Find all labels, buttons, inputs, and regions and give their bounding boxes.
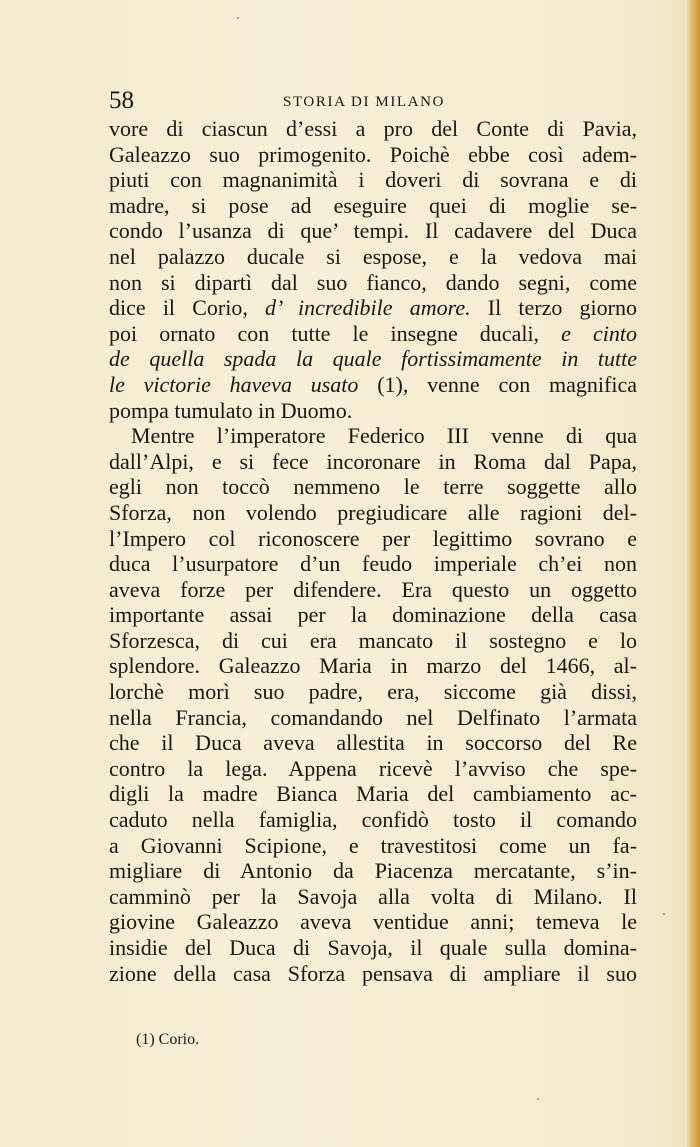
text-line: contro la lega. Appena ricevè l’avviso che spe- [109, 755, 637, 781]
text-line: aveva forze per difendere. Era questo un oggetto [109, 576, 637, 602]
text-line: dall’Alpi, e si fece incoronare in Roma dal Papa, [109, 448, 637, 474]
roman-run: Il terzo giorno [470, 295, 637, 321]
page-header [109, 88, 637, 114]
italic-run: e cinto [561, 320, 637, 346]
text-line: nella Francia, comandando nel Delfinato l’armata [109, 704, 637, 730]
text-line: Sforza, non volendo pregiudicare alle ragioni del- [109, 499, 637, 525]
roman-run: (1), venne con magnifica [358, 371, 637, 397]
roman-run: poi ornato con tutte le insegne ducali, [109, 320, 562, 346]
text-line: madre, si pose ad eseguire quei di moglie se- [109, 192, 637, 218]
italic-run: le victorie haveva usato [109, 371, 359, 397]
text-line-italic [109, 346, 637, 372]
text-line: che il Duca aveva allestita in soccorso del Re [109, 730, 637, 756]
text-line: insidie del Duca di Savoja, il quale sulla domina- [109, 935, 637, 960]
text-line: piuti con magnanimità i doveri di sovrana e di [109, 167, 637, 193]
text-line: nel palazzo ducale si espose, e la vedova mai [109, 243, 637, 269]
page-edge-shadow [686, 0, 700, 1147]
italic-run: d’ incredibile amore. [265, 295, 471, 321]
text-line: importante assai per la dominazione della casa [109, 602, 637, 628]
text-line: non si dipartì dal suo fianco, dando segni, come [109, 269, 637, 295]
text-line: Galeazzo suo primogenito. Poichè ebbe così adem- [109, 141, 637, 167]
text-line-with-italic [109, 321, 637, 347]
text-line: Sforzesca, di cui era mancato il sostegno e lo [109, 627, 637, 653]
text-line-with-italic [109, 372, 637, 398]
text-line: giovine Galeazzo aveva ventidue anni; temeva le [109, 909, 637, 935]
text-line: condo l’usanza di que’ tempi. Il cadavere del Duca [109, 218, 637, 244]
text-line: a Giovanni Scipione, e travestitosi come un fa- [109, 832, 637, 858]
text-line: duca l’usurpatore d’un feudo imperiale ch’ei non [109, 551, 637, 577]
text-line: vore di ciascun d’essi a pro del Conte di Pavia, [109, 116, 637, 141]
paragraph-first-line: Mentre l’imperatore Federico III venne di qua [131, 423, 637, 449]
body-text [109, 116, 637, 986]
paper-speck [537, 1098, 539, 1100]
text-line: camminò per la Savoja alla volta di Milano. Il [109, 883, 637, 909]
text-line: egli non toccò nemmeno le terre soggette allo [109, 474, 637, 500]
paper-speck [663, 913, 665, 915]
text-line-with-italic [109, 295, 637, 321]
text-line: caduto nella famiglia, confidò tosto il comando [109, 807, 637, 833]
text-line: splendore. Galeazzo Maria in marzo del 1466, al- [109, 653, 637, 679]
paper-speck [237, 17, 239, 19]
text-line: migliare di Antonio da Piacenza mercatante, s’in- [109, 858, 637, 884]
text-line: l’Impero col riconoscere per legittimo sovrano e [109, 525, 637, 551]
roman-run: dice il Corio, [109, 295, 265, 321]
text-line: lorchè morì suo padre, era, siccome già dissi, [109, 679, 637, 705]
page-number: 58 [109, 87, 134, 114]
footnote: (1) Corio. [136, 1031, 200, 1048]
text-line: zione della casa Sforza pensava di ampliare il suo [109, 960, 637, 986]
text-line: digli la madre Bianca Maria del cambiamento ac- [109, 781, 637, 807]
text-line: pompa tumulato in Duomo. [109, 397, 353, 423]
italic-run: de quella spada la quale fortissimamente in tutte [109, 346, 637, 372]
running-head: STORIA DI MILANO [283, 94, 445, 110]
